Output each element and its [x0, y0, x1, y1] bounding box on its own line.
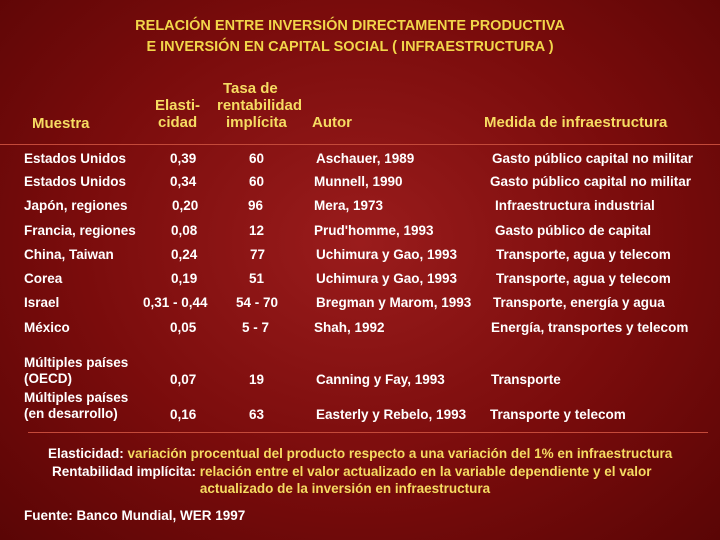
cell-medida: Infraestructura industrial [495, 198, 655, 213]
footnote-elasticidad-label: Elasticidad: [48, 446, 124, 461]
header-divider [0, 144, 720, 145]
cell-muestra: Corea [24, 271, 63, 286]
footnote-rentabilidad-definition: relación entre el valor actualizado en la variable dependiente y el valor [199, 464, 652, 479]
cell-elasticidad: 0,05 [170, 320, 197, 335]
cell-muestra: México [24, 320, 70, 335]
header-autor: Autor [312, 114, 352, 131]
cell-medida: Transporte y telecom [490, 407, 626, 422]
header-elasticidad-line-2: cidad [158, 114, 198, 131]
cell-autor: Aschauer, 1989 [316, 151, 415, 166]
cell-muestra-line-1: Múltiples países [24, 390, 129, 405]
cell-medida: Transporte, agua y telecom [496, 271, 671, 286]
cell-tasa: 19 [249, 372, 265, 387]
slide-title-line-1: RELACIÓN ENTRE INVERSIÓN DIRECTAMENTE PRODUCTIVA [135, 18, 565, 34]
cell-tasa: 51 [249, 271, 265, 286]
header-elasticidad-line-1: Elasti- [155, 97, 201, 114]
cell-elasticidad: 0,16 [170, 407, 197, 422]
cell-muestra: Israel [24, 295, 60, 310]
header-tasa-line-2: rentabilidad [217, 97, 303, 114]
cell-elasticidad: 0,39 [170, 151, 197, 166]
cell-muestra: Estados Unidos [24, 151, 127, 166]
cell-tasa: 63 [249, 407, 265, 422]
cell-elasticidad: 0,34 [170, 174, 197, 189]
cell-elasticidad: 0,31 - 0,44 [143, 295, 208, 310]
cell-autor: Prud'homme, 1993 [314, 223, 434, 238]
cell-medida: Transporte, energía y agua [493, 295, 665, 310]
cell-elasticidad: 0,24 [171, 247, 198, 262]
header-medida: Medida de infraestructura [484, 114, 668, 131]
cell-autor: Munnell, 1990 [314, 174, 403, 189]
footnote-elasticidad-definition: variación procentual del producto respecto a una variación del 1% en infraestructura [127, 446, 673, 461]
cell-elasticidad: 0,20 [172, 198, 199, 213]
cell-autor: Easterly y Rebelo, 1993 [316, 407, 467, 422]
footnote-rentabilidad-continued [0, 480, 690, 497]
cell-medida: Transporte [491, 372, 561, 387]
cell-autor: Mera, 1973 [314, 198, 384, 213]
cell-autor: Uchimura y Gao, 1993 [316, 271, 458, 286]
cell-medida: Gasto público de capital [495, 223, 652, 238]
cell-tasa: 12 [249, 223, 265, 238]
cell-elasticidad: 0,07 [170, 372, 197, 387]
cell-muestra: China, Taiwan [24, 247, 114, 262]
cell-tasa: 60 [249, 174, 265, 189]
cell-autor: Shah, 1992 [314, 320, 385, 335]
cell-medida: Gasto público capital no militar [490, 174, 692, 189]
cell-tasa: 77 [250, 247, 266, 262]
header-tasa-line-1: Tasa de [223, 80, 278, 97]
cell-medida: Gasto público capital no militar [492, 151, 694, 166]
cell-muestra-line-2: (OECD) [24, 371, 72, 386]
cell-tasa: 96 [248, 198, 264, 213]
cell-muestra: Japón, regiones [24, 198, 128, 213]
cell-elasticidad: 0,19 [171, 271, 198, 286]
cell-autor: Uchimura y Gao, 1993 [316, 247, 458, 262]
footnote-rentabilidad-label: Rentabilidad implícita: [52, 464, 197, 479]
cell-tasa: 60 [249, 151, 265, 166]
cell-medida: Transporte, agua y telecom [496, 247, 671, 262]
source-note: Fuente: Banco Mundial, WER 1997 [24, 508, 246, 523]
footnote-rentabilidad-definition-line-2: actualizado de la inversión en infraestructura [199, 481, 491, 496]
cell-autor: Canning y Fay, 1993 [316, 372, 445, 387]
cell-muestra: Estados Unidos [24, 174, 127, 189]
cell-muestra-line-2: (en desarrollo) [24, 406, 118, 421]
cell-autor: Bregman y Marom, 1993 [316, 295, 472, 310]
cell-elasticidad: 0,08 [171, 223, 198, 238]
cell-muestra-line-1: Múltiples países [24, 355, 129, 370]
footnote-rentabilidad [52, 463, 651, 480]
footnote-divider [28, 432, 708, 433]
cell-tasa: 5 - 7 [242, 320, 270, 335]
cell-muestra: Francia, regiones [24, 223, 136, 238]
slide-title-line-2: E INVERSIÓN EN CAPITAL SOCIAL ( INFRAESTRUCTURA ) [146, 39, 554, 55]
header-tasa-line-3: implícita [226, 114, 287, 131]
cell-medida: Energía, transportes y telecom [491, 320, 689, 335]
footnote-elasticidad [48, 445, 672, 462]
header-muestra: Muestra [32, 115, 90, 132]
cell-tasa: 54 - 70 [236, 295, 279, 310]
